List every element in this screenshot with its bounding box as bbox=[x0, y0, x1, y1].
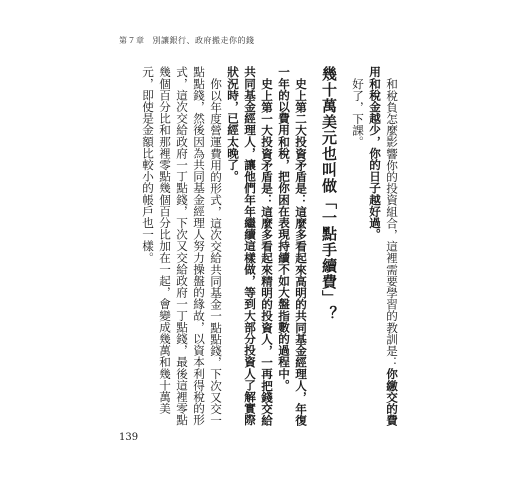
paragraph-1 bbox=[366, 66, 400, 428]
running-header bbox=[119, 35, 460, 46]
section-heading: 幾十萬美元也叫做「一點手續費」？ bbox=[320, 66, 338, 322]
paragraph-1-bold: 你繳交的費用和稅金越少，你的日子越好過。 bbox=[368, 66, 399, 426]
chapter-number: 第７章 bbox=[119, 36, 145, 45]
page-number: 139 bbox=[119, 432, 139, 443]
paragraph-4: 史上第一大投資矛盾是：這麼多看起來精明的投資人，一再把錢交給共同基金經理人，讓他們年年繼續這樣做，等到大部分投資人了解實際狀況時，已經太晚了。 bbox=[226, 66, 274, 426]
paragraph-5: 你以年度營運費用的形式，這次交給共同基金一點點錢，下次又交一點點錢，然後因為共同基金經理人努力操盤的緣故，以資本利得稅的形式，這次交給政府一丁點錢，下次又交給政府一丁點錢，最後這裡零點幾個百分比和那裡零點幾個百分比加在一起，會變成幾萬和幾十萬美元，即使是金額比較小的帳戶也一樣。 bbox=[141, 66, 223, 426]
paragraph-3: 史上第二大投資矛盾是：這麼多看起來高明的共同基金經理人，年復一年的以費用和稅，把你困在表現持續不如大盤指數的過程中。 bbox=[277, 66, 308, 426]
chapter-title: 別讓銀行、政府搬走你的錢 bbox=[152, 36, 255, 45]
vertical-text-body bbox=[138, 66, 400, 428]
paragraph-1-text: 和稅負怎麼影響你的投資組合，這裡需要學習的教訓是： bbox=[385, 77, 399, 368]
paragraph-2: 好了，下課。 bbox=[351, 77, 365, 148]
